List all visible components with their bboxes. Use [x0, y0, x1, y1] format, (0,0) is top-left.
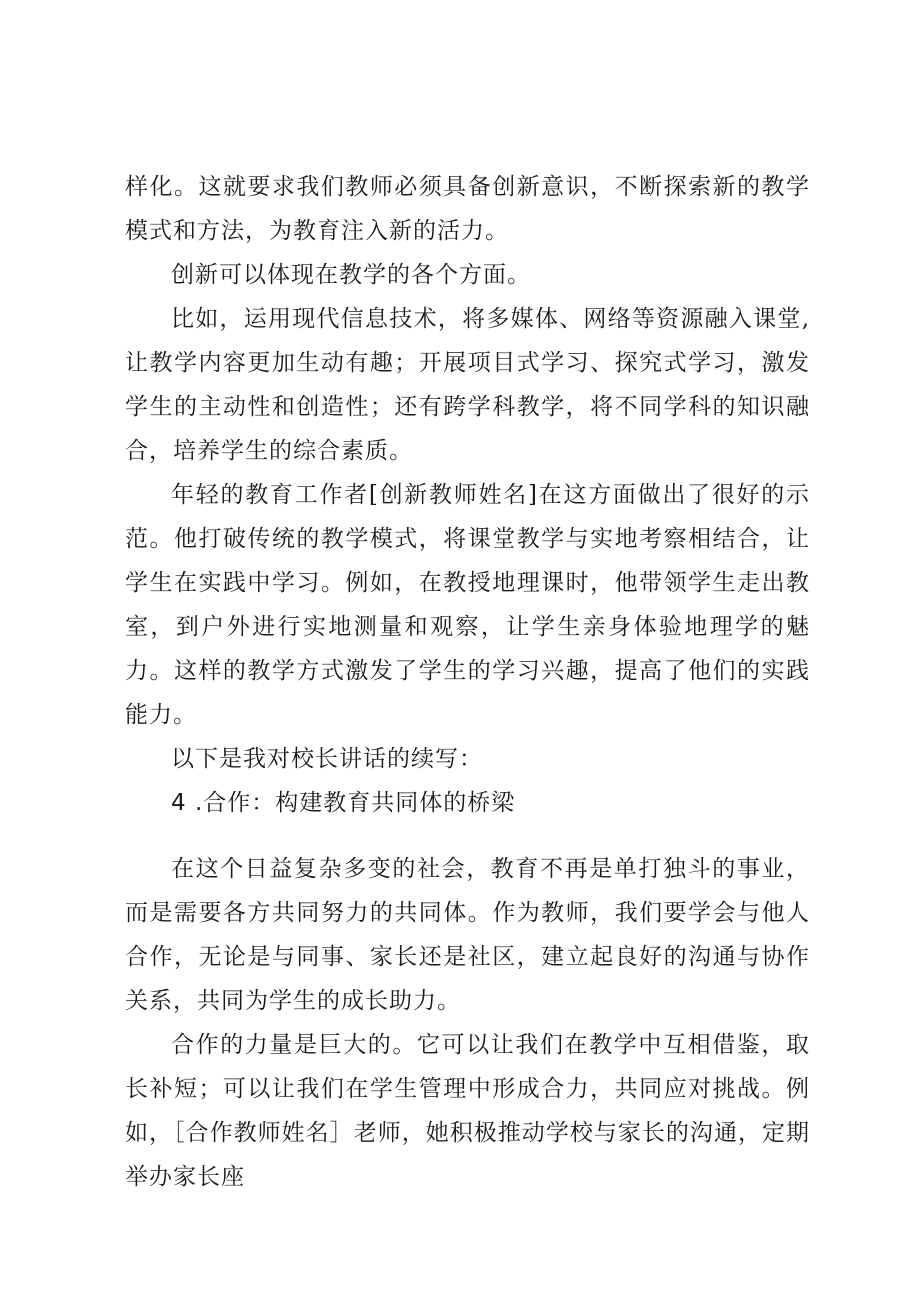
paragraph: 年轻的教育工作者[创新教师姓名]在这方面做出了很好的示范。他打破传统的教学模式，将课堂教学与实地考察相结合，让学生在实践中学习。例如，在教授地理课时，他带领学生走出教室，到户外进行实地测量和观察，让学生亲身体验地理学的魅力。这样的教学方式激发了学生的学习兴趣，提高了他们的实践能力。 [125, 482, 810, 728]
paragraph: 在这个日益复杂多变的社会，教育不再是单打独斗的事业，而是需要各方共同努力的共同体。作为教师，我们要学会与他人合作，无论是与同事、家长还是社区，建立起良好的沟通与协作关系，共同为学生的成长助力。 [125, 856, 810, 1014]
paragraph: 以下是我对校长讲话的续写： [171, 746, 483, 772]
section-heading: 4 .合作：构建教育共同体的桥梁 [171, 790, 516, 816]
document-body [125, 165, 810, 1199]
paragraph: 样化。这就要求我们教师必须具备创新意识，不断探索新的教学模式和方法，为教育注入新的活力。 [125, 174, 810, 244]
paragraph: 创新可以体现在教学的各个方面。 [171, 262, 531, 288]
paragraph: 比如，运用现代信息技术，将多媒体、网络等资源融入课堂,让教学内容更加生动有趣；开展项目式学习、探究式学习，激发学生的主动性和创造性；还有跨学科教学，将不同学科的知识融合，培养学生的综合素质。 [125, 306, 810, 464]
paragraph: 合作的力量是巨大的。它可以让我们在教学中互相借鉴，取长补短；可以让我们在学生管理中形成合力，共同应对挑战。例如，［合作教师姓名］老师，她积极推动学校与家长的沟通，定期举办家长座 [125, 1032, 810, 1190]
